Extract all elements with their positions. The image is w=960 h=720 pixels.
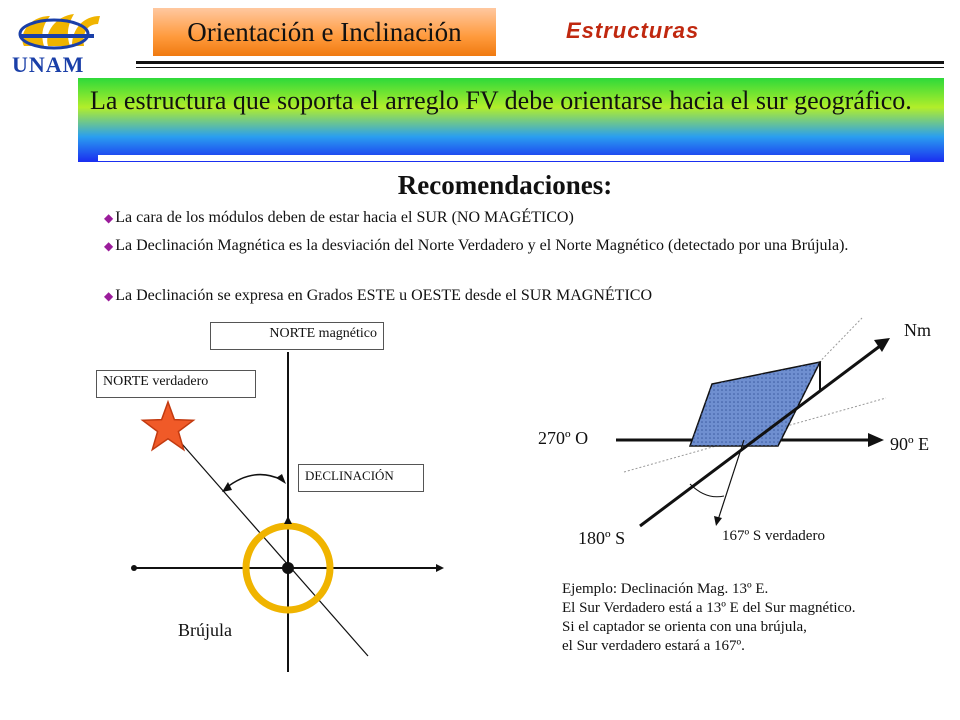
example-text — [562, 580, 855, 656]
recommendation-item: ◆ La Declinación se expresa en Grados ESTE u OESTE desde el SUR MAGNÉTICO — [104, 287, 652, 304]
north-magnetic-label: NORTE magnético — [210, 322, 384, 350]
magnetic-north-line — [640, 346, 880, 526]
true-south-label: 167º S verdadero — [722, 528, 825, 544]
example-line: Si el captador se orienta con una brújula, — [562, 619, 807, 635]
declination-label: DECLINACIÓN — [298, 464, 424, 492]
section-label: Estructuras — [566, 18, 700, 43]
true-south-line — [718, 440, 744, 520]
north-true-label: NORTE verdadero — [96, 370, 256, 398]
example-line: Ejemplo: Declinación Mag. 13º E. — [562, 581, 769, 597]
recommendations-title: Recomendaciones: — [397, 170, 613, 200]
example-line: el Sur verdadero estará a 167º. — [562, 638, 745, 654]
compass-label: Brújula — [178, 620, 232, 640]
diamond-bullet-icon: ◆ — [104, 239, 114, 253]
recommendation-item: ◆ La Declinación Magnética es la desviación del Norte Verdadero y el Norte Magnético (detectado por una Brújula). — [104, 237, 849, 254]
banner-text: La estructura que soporta el arreglo FV debe orientarse hacia el sur geográfico. — [90, 86, 912, 115]
magnetic-north-label: Nm — [904, 320, 931, 340]
page-title: Orientación e Inclinación — [153, 8, 496, 56]
diamond-bullet-icon: ◆ — [104, 289, 114, 303]
diamond-bullet-icon: ◆ — [104, 211, 114, 225]
east-label: 90º E — [890, 434, 930, 454]
recommendation-item: ◆ La cara de los módulos deben de estar hacia el SUR (NO MAGÉTICO) — [104, 209, 574, 226]
example-line: El Sur Verdadero está a 13º E del Sur magnético. — [562, 600, 856, 616]
logo-text: UNAM — [12, 52, 85, 77]
south-label: 180º S — [578, 528, 626, 548]
west-label: 270º O — [538, 428, 589, 448]
